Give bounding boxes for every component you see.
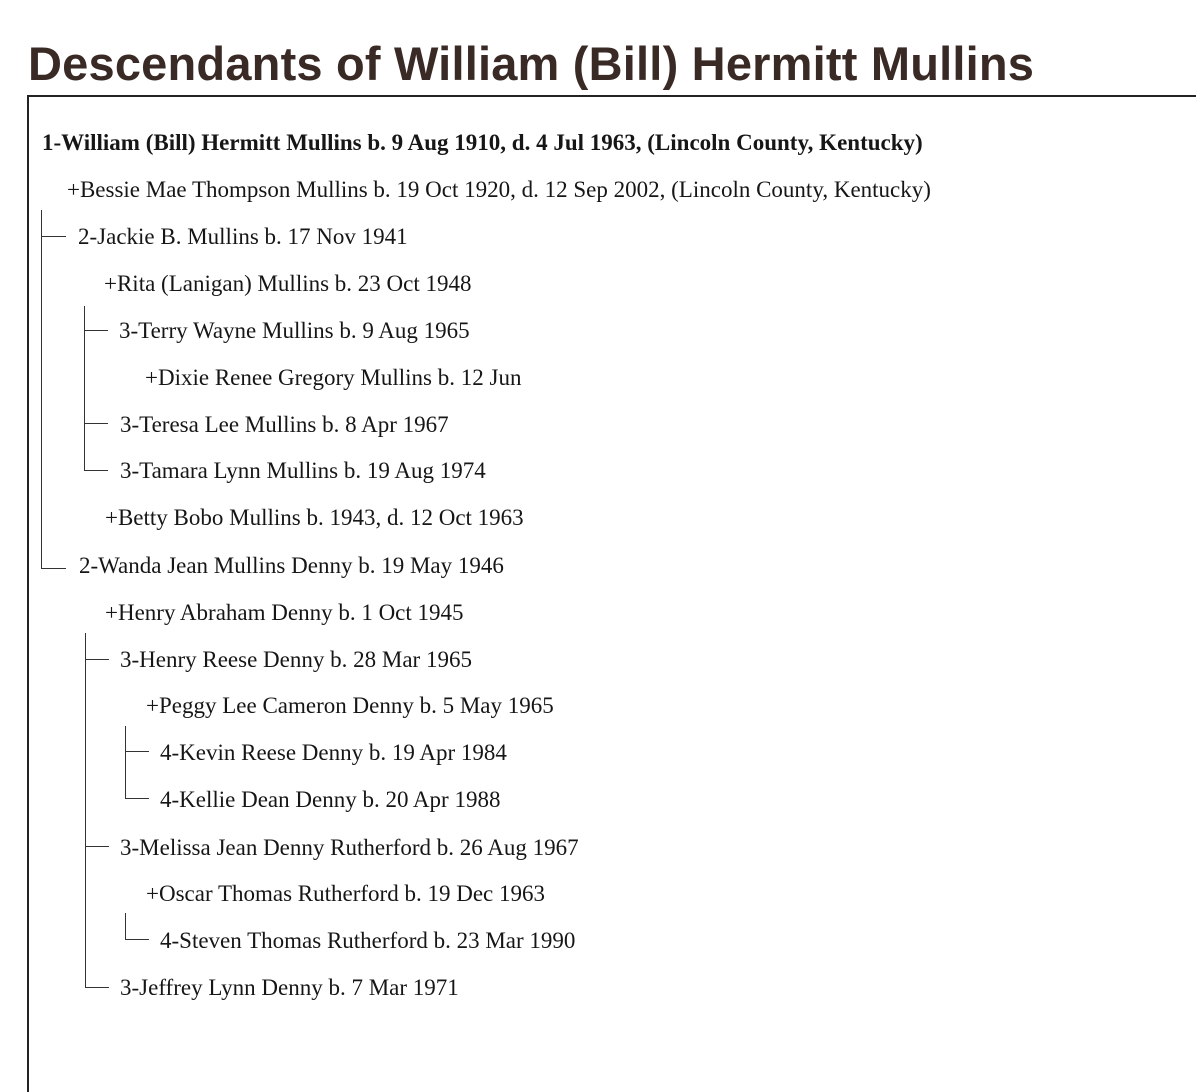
spouse-entry: +Bessie Mae Thompson Mullins b. 19 Oct 1920, d. 12 Sep 2002, (Lincoln County, Kentucky) bbox=[67, 177, 931, 202]
connector-line bbox=[41, 236, 66, 237]
person-entry: 3-Teresa Lee Mullins b. 8 Apr 1967 bbox=[120, 412, 449, 437]
person-entry: 3-Melissa Jean Denny Rutherford b. 26 Aug 1967 bbox=[120, 835, 579, 860]
person-entry: 1-William (Bill) Hermitt Mullins b. 9 Aug 1910, d. 4 Jul 1963, (Lincoln County, Kentucky) bbox=[42, 130, 923, 155]
spouse-entry: +Rita (Lanigan) Mullins b. 23 Oct 1948 bbox=[104, 271, 472, 296]
page-title: Descendants of William (Bill) Hermitt Mullins bbox=[28, 37, 1035, 90]
person-entry: 4-Kevin Reese Denny b. 19 Apr 1984 bbox=[160, 740, 507, 765]
connector-line bbox=[125, 751, 149, 752]
connector-line bbox=[85, 659, 109, 660]
frame-left-border bbox=[27, 95, 29, 1092]
spouse-entry: +Oscar Thomas Rutherford b. 19 Dec 1963 bbox=[146, 881, 545, 906]
person-entry: 2-Wanda Jean Mullins Denny b. 19 May 1946 bbox=[79, 553, 504, 578]
spouse-entry: +Peggy Lee Cameron Denny b. 5 May 1965 bbox=[146, 693, 554, 718]
spouse-entry: +Dixie Renee Gregory Mullins b. 12 Jun bbox=[145, 365, 522, 390]
spouse-entry: +Henry Abraham Denny b. 1 Oct 1945 bbox=[105, 600, 464, 625]
person-entry: 4-Steven Thomas Rutherford b. 23 Mar 1990 bbox=[160, 928, 576, 953]
connector-line bbox=[125, 913, 126, 939]
connector-line bbox=[125, 798, 149, 799]
spouse-entry: +Betty Bobo Mullins b. 1943, d. 12 Oct 1963 bbox=[105, 505, 524, 530]
person-entry: 3-Henry Reese Denny b. 28 Mar 1965 bbox=[120, 647, 472, 672]
frame-top-border bbox=[27, 95, 1196, 97]
person-entry: 4-Kellie Dean Denny b. 20 Apr 1988 bbox=[160, 787, 501, 812]
connector-line bbox=[84, 423, 108, 424]
connector-line bbox=[85, 633, 86, 987]
connector-line bbox=[41, 210, 42, 568]
connector-line bbox=[41, 568, 66, 569]
person-entry: 2-Jackie B. Mullins b. 17 Nov 1941 bbox=[78, 224, 408, 249]
connector-line bbox=[85, 846, 109, 847]
connector-line bbox=[84, 330, 108, 331]
connector-line bbox=[125, 939, 149, 940]
person-entry: 3-Tamara Lynn Mullins b. 19 Aug 1974 bbox=[120, 458, 486, 483]
person-entry: 3-Jeffrey Lynn Denny b. 7 Mar 1971 bbox=[120, 975, 459, 1000]
connector-line bbox=[125, 726, 126, 798]
person-entry: 3-Terry Wayne Mullins b. 9 Aug 1965 bbox=[119, 318, 470, 343]
connector-line bbox=[85, 987, 109, 988]
connector-line bbox=[84, 470, 108, 471]
